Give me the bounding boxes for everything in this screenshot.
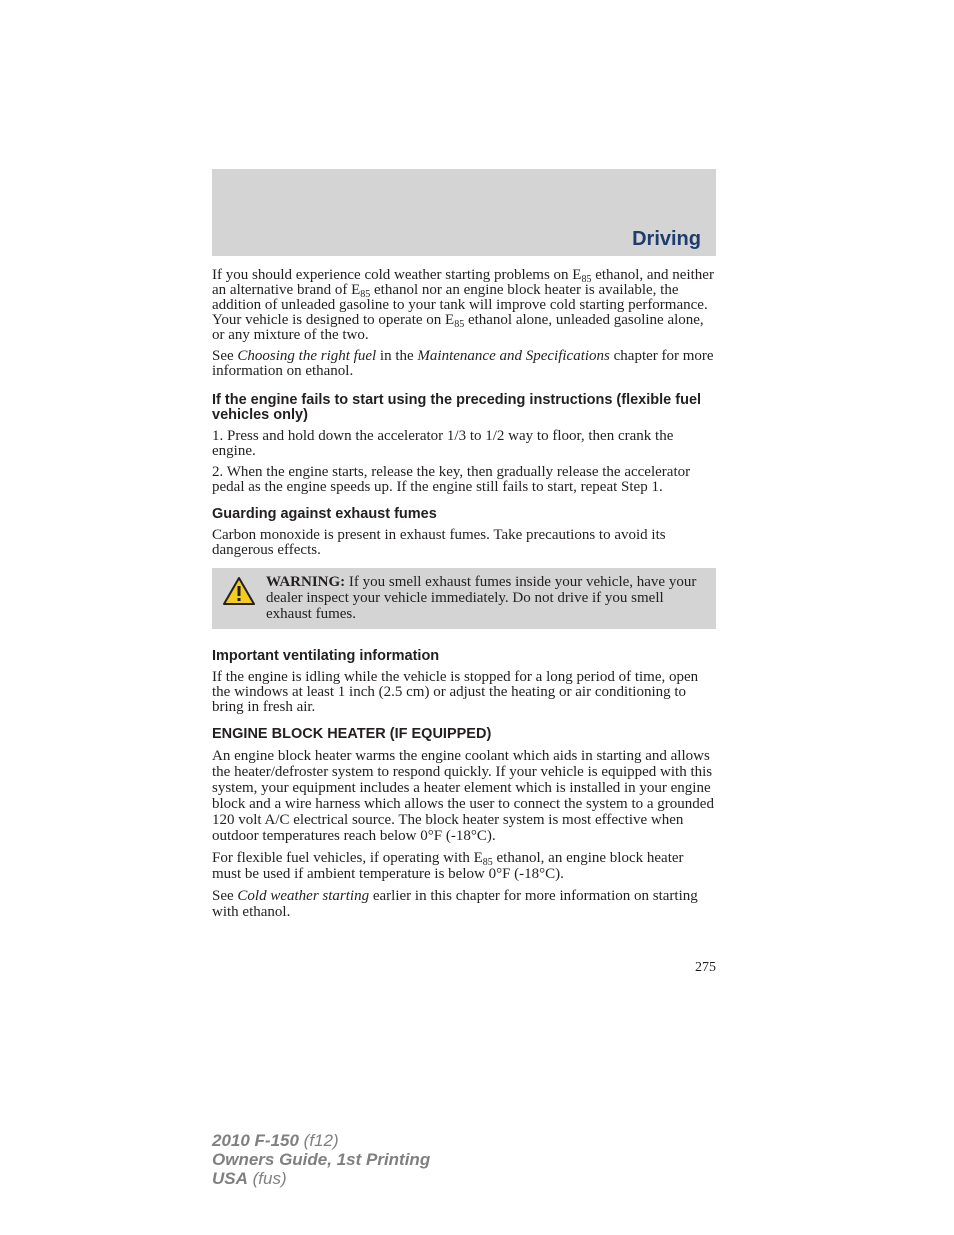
- document-footer: [212, 1131, 430, 1188]
- warning-box: [212, 568, 716, 629]
- reference-choosing-fuel: Choosing the right fuel: [237, 348, 377, 364]
- ventilating-heading: Important ventilating information: [212, 648, 440, 664]
- engine-fails-heading: If the engine fails to start using the preceding instructions (flexible fuel vehicles only): [212, 392, 702, 423]
- warning-triangle-icon: [222, 576, 256, 606]
- see-cold-weather-paragraph: See Cold weather starting earlier in this chapter for more information on starting with ethanol.: [212, 888, 698, 920]
- cold-weather-paragraph: If you should experience cold weather starting problems on $E_{85}$ ethanol, and neither an alternative brand of $E_{85}$ ethanol nor an engine block heater is available, the addition of unleaded gasoline to your tank will improve cold starting performance. Your vehicle is designed to operate on $E_{85}$ ethanol alone, unleaded gasoline alone, or any mixture of the two.: [212, 267, 714, 343]
- step-1: 1. Press and hold down the accelerator 1/3 to 1/2 way to floor, then crank the engine.: [212, 428, 674, 459]
- section-header-band: [212, 169, 716, 256]
- reference-maintenance-chapter: Maintenance and Specifications: [417, 348, 610, 364]
- block-heater-paragraph: An engine block heater warms the engine coolant which aids in starting and allows the heater/defroster system to respond quickly. If your vehicle is equipped with this system, your equipment includes a heater element which is installed in your engine block and a wire harness which allows the user to connect the system to a grounded 120 volt A/C electrical source. The block heater system is most effective when outdoor temperatures reach below 0°F (-18°C).: [212, 748, 714, 844]
- block-heater-heading: ENGINE BLOCK HEATER (IF EQUIPPED): [212, 726, 492, 742]
- warning-label: WARNING:: [266, 574, 346, 590]
- footer-region-line: USA (fus): [212, 1169, 287, 1188]
- step-2: 2. When the engine starts, release the key, then gradually release the accelerator pedal as the engine speeds up. If the engine still fails to start, repeat Step 1.: [212, 464, 691, 495]
- footer-model-line: 2010 F-150 (f12): [212, 1131, 339, 1150]
- reference-cold-weather-starting: Cold weather starting: [237, 888, 370, 904]
- ventilating-paragraph: If the engine is idling while the vehicle is stopped for a long period of time, open the windows at least 1 inch (2.5 cm) or adjust the heating or air conditioning to bring in fresh air.: [212, 669, 699, 715]
- flex-fuel-heater-paragraph: For flexible fuel vehicles, if operating with $E_{85}$ ethanol, an engine block heater must be used if ambient temperature is below 0°F (-18°C).: [212, 850, 684, 882]
- see-fuel-reference-paragraph: See Choosing the right fuel in the Maintenance and Specifications chapter for more information on ethanol.: [212, 348, 714, 379]
- footer-printing-line: Owners Guide, 1st Printing: [212, 1150, 431, 1169]
- exhaust-fumes-heading: Guarding against exhaust fumes: [212, 506, 437, 522]
- warning-text: If you smell exhaust fumes inside your vehicle, have your dealer inspect your vehicle immediately. Do not drive if you smell exhaust fumes.: [266, 574, 697, 622]
- page-number: 275: [695, 960, 716, 975]
- page-content: [212, 268, 716, 926]
- section-title: Driving: [632, 228, 701, 250]
- exhaust-paragraph: Carbon monoxide is present in exhaust fumes. Take precautions to avoid its dangerous effects.: [212, 527, 666, 558]
